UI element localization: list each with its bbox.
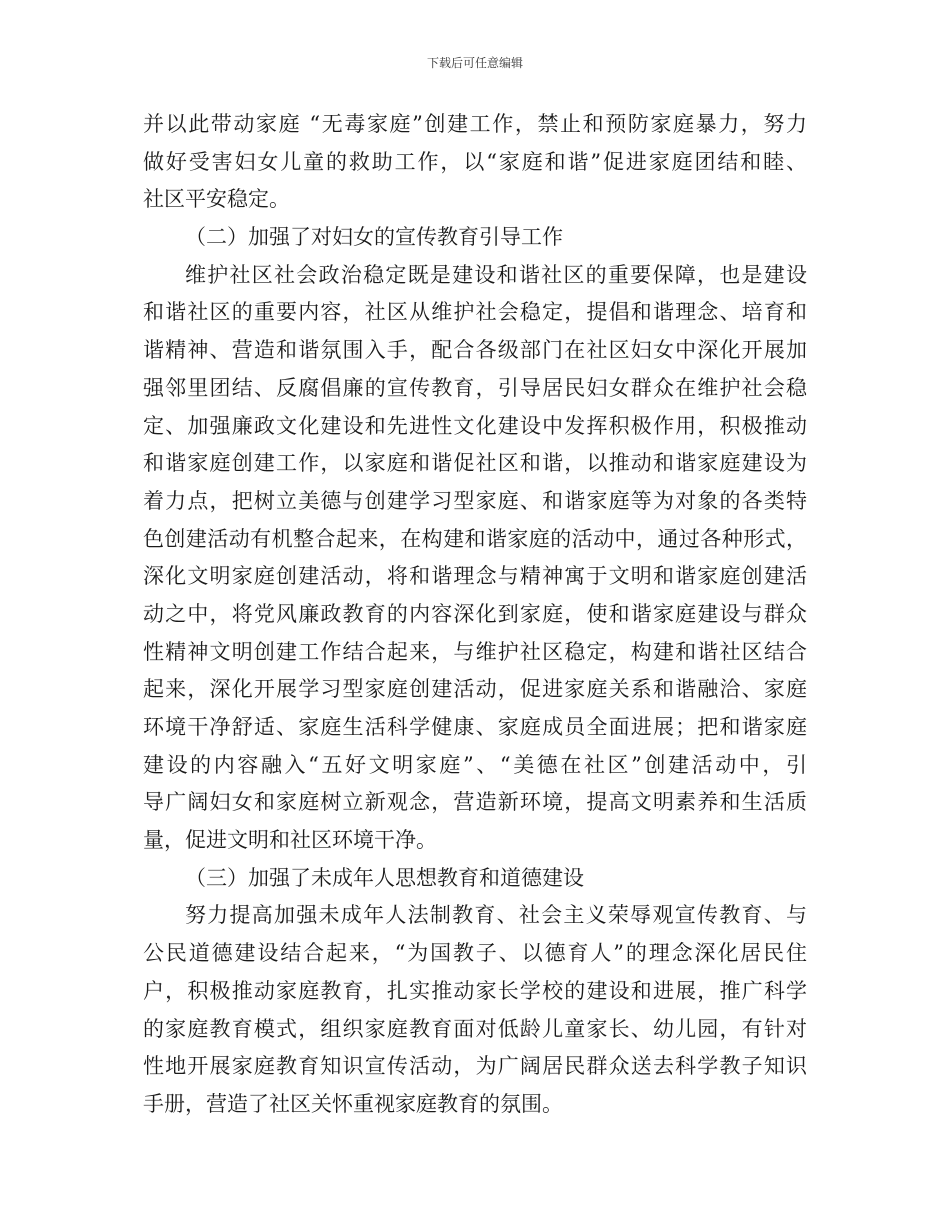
text-line: 和谐社区的重要内容，社区从维护社会稳定，提倡和谐理念、培育和: [143, 300, 807, 325]
text-line: 和谐家庭创建工作，以家庭和谐促社区和谐，以推动和谐家庭建设为: [143, 451, 807, 476]
text-line: 动之中，将党风廉政教育的内容深化到家庭，使和谐家庭建设与群众: [143, 601, 807, 626]
text-line: 的家庭教育模式，组织家庭教育面对低龄儿童家长、幼儿园，有针对: [143, 1016, 807, 1041]
text-line: 着力点，把树立美德与创建学习型家庭、和谐家庭等为对象的各类特: [143, 488, 807, 513]
text-line: 做好受害妇女儿童的救助工作，以“家庭和谐”促进家庭团结和睦、: [143, 149, 807, 174]
text-line: 建设的内容融入“五好文明家庭”、“美德在社区”创建活动中，引: [143, 752, 807, 777]
text-line: 深化文明家庭创建活动，将和谐理念与精神寓于文明和谐家庭创建活: [143, 564, 807, 589]
text-line: 量，促进文明和社区环境干净。: [143, 828, 437, 853]
text-line: 定、加强廉政文化建设和先进性文化建设中发挥积极作用，积极推动: [143, 413, 807, 438]
text-line: 性地开展家庭教育知识宣传活动，为广阔居民群众送去科学教子知识: [143, 1054, 807, 1079]
section-heading: （二）加强了对妇女的宣传教育引导工作: [185, 225, 563, 250]
page-header: 下载后可任意编辑: [426, 56, 523, 70]
text-line: 社区平安稳定。: [143, 187, 290, 212]
text-line: 谐精神、营造和谐氛围入手，配合各级部门在社区妇女中深化开展加: [143, 338, 807, 363]
text-line: 导广阔妇女和家庭树立新观念，营造新环境，提高文明素养和生活质: [143, 790, 807, 815]
document-body: [143, 106, 807, 1124]
text-line: 性精神文明创建工作结合起来，与维护社区稳定，构建和谐社区结合: [143, 639, 807, 664]
text-line: 公民道德建设结合起来，“为国教子、以德育人”的理念深化居民住: [143, 941, 807, 966]
text-line: 手册，营造了社区关怀重视家庭教育的氛围。: [143, 1091, 563, 1116]
text-line: 努力提高加强未成年人法制教育、社会主义荣辱观宣传教育、与: [185, 903, 807, 928]
text-line: 并以此带动家庭 “无毒家庭”创建工作，禁止和预防家庭暴力，努力: [143, 112, 807, 136]
text-line: 环境干净舒适、家庭生活科学健康、家庭成员全面进展；把和谐家庭: [143, 715, 807, 739]
text-line: 户，积极推动家庭教育，扎实推动家长学校的建设和进展，推广科学: [143, 978, 807, 1003]
text-line: 起来，深化开展学习型家庭创建活动，促进家庭关系和谐融洽、家庭: [143, 677, 807, 702]
text-line: 强邻里团结、反腐倡廉的宣传教育，引导居民妇女群众在维护社会稳: [143, 375, 807, 400]
text-line: 色创建活动有机整合起来，在构建和谐家庭的活动中，通过各种形式，: [143, 526, 807, 551]
section-heading: （三）加强了未成年人思想教育和道德建设: [185, 865, 584, 890]
text-line: 维护社区社会政治稳定既是建设和谐社区的重要保障，也是建设: [185, 262, 807, 287]
